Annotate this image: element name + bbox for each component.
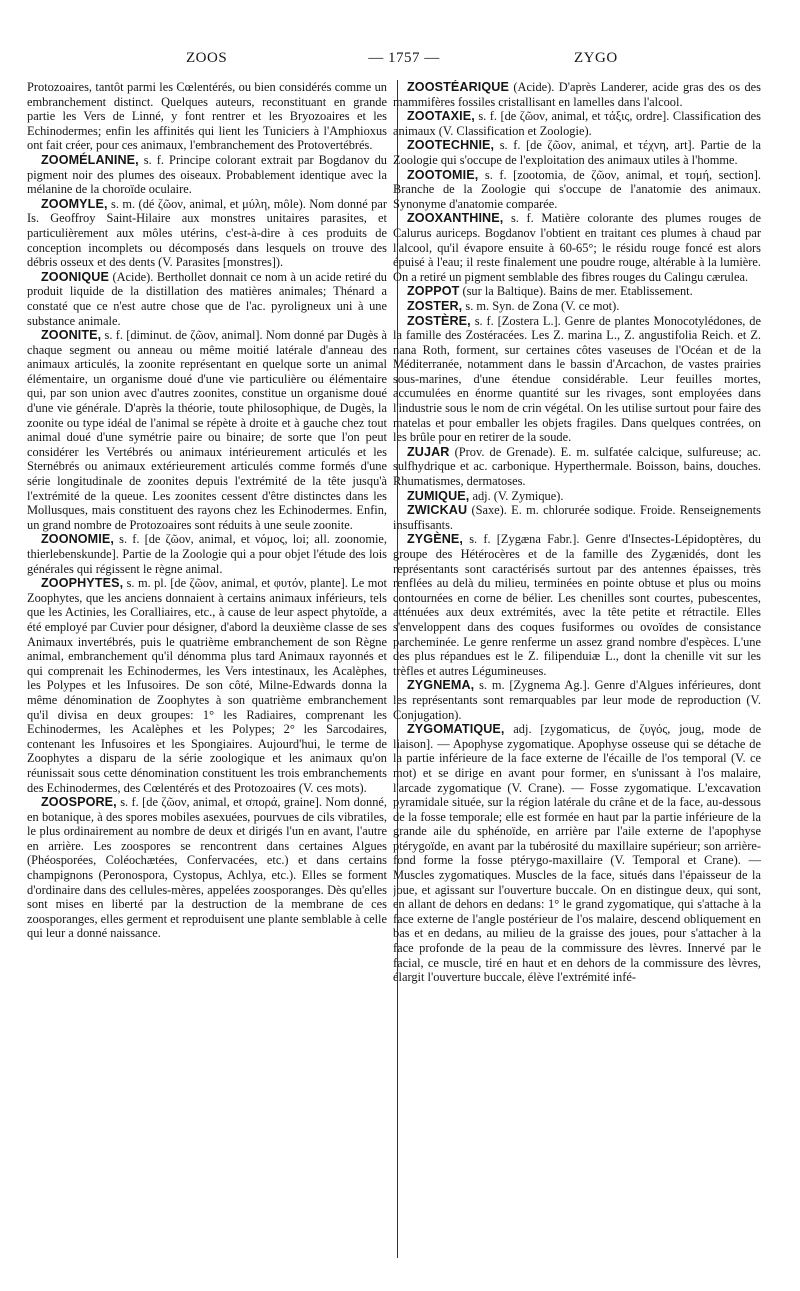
dictionary-entry <box>393 284 761 299</box>
dictionary-entry <box>393 211 761 284</box>
dictionary-entry <box>27 80 387 153</box>
entry-headword: ZOSTER, <box>407 298 463 313</box>
dictionary-entry <box>393 168 761 212</box>
entry-headword: ZOONIQUE <box>41 269 109 284</box>
left-column <box>27 80 387 1280</box>
entry-definition: s. f. [Zygæna Fabr.]. Genre d'Insectes-Lépidoptères, du groupe des Hétérocères et de la famille des Zygænidés, dont les représentants sont caractérisés surtout par des antennes épaisses, très renflées au delà du milieu, terminées en pointe obtuse et plus ou moins contournées en corne de bélier. Les chenilles sont courtes, pubescentes, atténuées aux deux extrémités, avec la tête petite et rétractile. Elles s'enveloppent dans des coques fusiformes ou ovoïdes de consistance parcheminée. Le genre renferme un assez grand nombre d'espèces. L'une des plus répandues est le Z. filipenduiæ L., dont la chenille vit sur les trèfles et autres Légumineuses. <box>393 532 761 678</box>
dictionary-entry <box>393 532 761 678</box>
dictionary-entry <box>393 445 761 489</box>
entry-definition: s. m. Syn. de Zona (V. ce mot). <box>462 298 620 313</box>
entry-headword: ZOOMYLE, <box>41 196 108 211</box>
page-number: — 1757 — <box>368 50 440 66</box>
entry-definition: s. m. pl. [de ζῶον, animal, et φυτόν, plante]. Le mot Zoophytes, que les anciens donnaient à certains animaux inférieurs, tels que les Actinies, les Coralliaires, etc., à cause de leur aspect phytoïde, a été employé par Cuvier pour désigner, d'abord la deuxième classe de ses Animaux invertébrés, puis le quatrième embranchement de son Règne animal, embranchement qu'il dénomma plus tard Animaux rayonnés et qui comprenait les Echinodermes, les Vers intestinaux, les Acalèphes, les Polypes et les Infusoires. De son côté, Milne-Edwards donna la même dénomination de Zoophytes à son quatrième embranchement qu'il divisa en deux groupes: 1° les Radiaires, comprenant les Echinodermes, les Acalèphes et les Polypes; 2° les Sarcodaires, contenant les Infusoires et les Spongiaires. Aujourd'hui, le terme de Zoophytes a disparu de la série zoologique et les animaux qu'on réunissait sous cette dénomination constituent les trois embranchements des Echinodermes, des Cœlentérés et des Protozoaires (V. ces mots). <box>27 576 387 795</box>
entry-definition: adj. [zygomaticus, de ζυγός, joug, mode de liaison]. — Apophyse zygomatique. Apophyse osseuse qui se détache de la partie inférieure de la face externe de l'écaille de l'os temporal (V. ce mot) et se dirige en avant pour former, en s'unissant à l'os malaire, l'arcade zygomatique (V. Crane). — Fosse zygomatique. L'excavation pyramidale située, sur la région latérale du crâne et de la face, au-dessous de la fosse temporale; elle est formée en haut par la partie inférieure de la grande aile du sphénoïde, en arrière par l'aile externe de l'apophyse ptérygoïde, en avant par la tubérosité du maxillaire supérieur; son arrière-fond forme la fosse ptérygo-maxillaire (V. Temporal et Crane). — Muscles zygomatiques. Muscles de la face, situés dans l'épaisseur de la joue, et agissant sur l'ouverture buccale. On en distingue deux, qui sont, en allant de dehors en dedans: 1° le grand zygomatique, qui s'attache à la face externe de l'angle postérieur de l'os malaire, descend obliquement en bas et en dedans, au milieu de la graisse des joues, pour s'attacher à la face profonde de la peau de la commissure des lèvres. Innervé par le facial, ce muscle, tiré en haut et en dehors de la commissure des lèvres, élargit l'ouverture buccale, élève l'extrémité infé- <box>393 722 761 985</box>
entry-headword: ZUJAR <box>407 444 450 459</box>
entry-headword: ZYGOMATIQUE, <box>407 722 505 737</box>
entry-definition: s. f. [diminut. de ζῶον, animal]. Nom donné par Dugès à chaque segment ou anneau ou même moitié latérale d'anneau des animaux articulés, la zoonite représentant en quelque sorte un animal élémentaire, un organisme doué d'une vie particulière ou élémentaire qui, par son union avec d'autres zoonites, constitue un organisme doué d'une vie générale. D'après la théorie, toute philosophique, de Dugès, la zoonite ou type idéal de l'animal se répète à droite et à gauche chez tout animal doué d'une symétrie paire ou binaire; de sorte que l'on peut considérer les Vertébrés ou animaux intérieurement articulés et les Sternébrés ou animaux extérieurement articulés comme formés d'une série longitudinale de zoonites depuis l'extrémité de la tête jusqu'à l'extrémité de la queue. Les zoonites cessent d'être distinctes dans les Mollusques, mais constituent des rayons chez les Echinodermes. Enfin, un grand nombre de Protozoaires sont réduits à une seule zoonite. <box>27 328 387 532</box>
dictionary-entry <box>27 576 387 795</box>
entry-definition: Protozoaires, tantôt parmi les Cœlentérés, ou bien considérés comme un embranchement distinct. Quelques auteurs, reconstituant en grande partie les Vers de Linné, y font rentrer et les Bryozoaires et les Echinodermes; enfin les affinités qui lient les Tuniciers à l'Amphioxus ont fait créer, pour ces animaux, l'embranchement des Protovertébrés. <box>27 80 387 153</box>
header-right-guideword: ZYGO <box>574 50 618 66</box>
entry-headword: ZOOTAXIE, <box>407 109 475 124</box>
entry-headword: ZUMIQUE, <box>407 488 470 503</box>
entry-definition: s. m. (dé ζῶον, animal, et μύλη, môle). Nom donné par Is. Geoffroy Saint-Hilaire aux monstres unitaires parasites, et particulièrement aux môles utérins, c'est-à-dire à ces produits de conception incomplets ou décomposés dans lesquels on trouve des débris osseux et des dents (V. Parasites [monstres]). <box>27 196 387 270</box>
entry-definition: s. f. Principe colorant extrait par Bogdanov du pigment noir des plumes des oiseaux. Probablement identique avec la mélanine de la choroïde oculaire. <box>27 152 387 197</box>
dictionary-entry <box>27 153 387 197</box>
entry-headword: ZOPPOT <box>407 284 460 299</box>
entry-headword: ZOOSPORE, <box>41 795 117 810</box>
entry-definition: (Acide). Berthollet donnait ce nom à un acide retiré du produit liquide de la distillation des matières animales; Thénard a constaté que ce n'est autre chose que de l'ac. pyroligneux uni à une substance animale. <box>27 269 387 328</box>
dictionary-entry <box>393 489 761 504</box>
entry-definition: (Acide). D'après Landerer, acide gras des os des mammifères fossiles cristallisant en lamelles dans l'alcool. <box>393 80 761 109</box>
entry-headword: ZOONITE, <box>41 328 102 343</box>
page-header <box>40 50 765 76</box>
entry-definition: adj. (V. Zymique). <box>469 488 564 503</box>
entry-definition: s. f. [de ζῶον, animal, et νόμος, loi; all. zoonomie, thierlebenskunde]. Partie de la Zoologie qui a pour objet l'étude des lois générales qui régissent le règne animal. <box>27 532 387 576</box>
entry-headword: ZOOTECHNIE, <box>407 138 495 153</box>
entry-definition: s. f. [zootomia, de ζῶον, animal, et τομή, section]. Branche de la Zoologie qui s'occupe de l'anatomie des animaux. Synonyme d'anatomie comparée. <box>393 167 761 211</box>
right-column <box>393 80 761 1280</box>
header-left-guideword: ZOOS <box>186 50 228 66</box>
dictionary-entry <box>393 299 761 314</box>
entry-headword: ZOONOMIE, <box>41 532 114 547</box>
dictionary-entry <box>27 197 387 270</box>
dictionary-entry <box>27 532 387 576</box>
dictionary-entry <box>393 314 761 445</box>
dictionary-entry <box>393 503 761 532</box>
dictionary-entry <box>27 270 387 328</box>
entry-definition: s. f. Matière colorante des plumes rouges de Calurus auriceps. Bogdanov l'obtient en traitant ces plumes à chaud par l'alcool, qu'il évapore ensuite à 60-65°; le résidu rouge foncé est alors épuisé à l'eau; il reste finalement une poudre rouge, altérable à la lumière. On a retiré un pigment semblable des fibres rouges du Calingu cærulea. <box>393 211 761 284</box>
entry-definition: s. f. [de ζῶον, animal, et σπορά, graine]. Nom donné, en botanique, à des spores mobiles asexuées, pourvues de cils vibratiles, le plus ordinairement au nombre de deux et dirigés l'un en avant, l'autre en arrière. Les zoospores se rencontrent dans certaines Algues (Phéosporées, Coléochætées, Confervacées, etc.) et dans certains champignons (Peronospora, Cystopus, Achlya, etc.). Elles se forment d'ordinaire dans des cellules-mères, appelées zoosporanges. Dès qu'elles sont mises en liberté par la destruction de la membrane de ces zoosporanges, elles germent et reproduisent une plante semblable à celle qui leur a donné naissance. <box>27 795 387 941</box>
entry-headword: ZOOXANTHINE, <box>407 211 504 226</box>
entry-definition: s. f. [Zostera L.]. Genre de plantes Monocotylédones, de la famille des Zostéracées. Les Z. marina L., Z. angustifolia Reich. et Z. nana Roth, forment, sur certaines côtes vaseuses de l'Océan et de la Méditerranée, notamment dans le bassin d'Arcachon, de vastes prairies sous-marines, d'une étendue considérable. Leur feuilles mortes, accumulées en énorme quantité sur les rivages, sont employées dans l'industrie sous le nom de crin végétal. On les utilise surtout pour faire des matelas et pour emballer les objets fragiles. Dans quelques contrées, on les brûle pour en retirer de la soude. <box>393 313 761 445</box>
dictionary-entry <box>27 795 387 941</box>
entry-headword: ZOOTOMIE, <box>407 167 479 182</box>
entry-definition: s. f. [de ζῶον, animal, et τέχνη, art]. Partie de la Zoologie qui s'occupe de l'exploitation des animaux utiles à l'homme. <box>393 138 761 167</box>
entry-headword: ZOOSTÉARIQUE <box>407 80 509 94</box>
dictionary-entry <box>393 138 761 167</box>
entry-headword: ZWICKAU <box>407 503 468 518</box>
entry-headword: ZYGNEMA, <box>407 678 475 693</box>
entry-headword: ZYGÈNE, <box>407 532 463 547</box>
entry-definition: s. m. [Zygnema Ag.]. Genre d'Algues inférieures, dont les représentants sont remarquables par leur mode de reproduction (V. Conjugation). <box>393 678 761 722</box>
dictionary-entry <box>393 722 761 985</box>
entry-definition: s. f. [de ζῶον, animal, et τάξις, ordre]. Classification des animaux (V. Classification et Zoologie). <box>393 109 761 138</box>
dictionary-entry <box>393 678 761 722</box>
dictionary-entry <box>393 109 761 138</box>
entry-headword: ZOOPHYTES, <box>41 576 124 591</box>
dictionary-entry <box>27 328 387 532</box>
entry-headword: ZOSTÈRE, <box>407 313 471 328</box>
entry-definition: (sur la Baltique). Bains de mer. Etablissement. <box>459 284 693 299</box>
entry-headword: ZOOMÉLANINE, <box>41 152 139 167</box>
entry-definition: (Prov. de Grenade). E. m. sulfatée calcique, sulfureuse; ac. sulfhydrique et ac. carbonique. Hyperthermale. Boisson, bains, douches. Rhumatismes, dermatoses. <box>393 444 761 489</box>
dictionary-entry <box>393 80 761 109</box>
entry-definition: (Saxe). E. m. chlorurée sodique. Froide. Renseignements insuffisants. <box>393 503 761 532</box>
